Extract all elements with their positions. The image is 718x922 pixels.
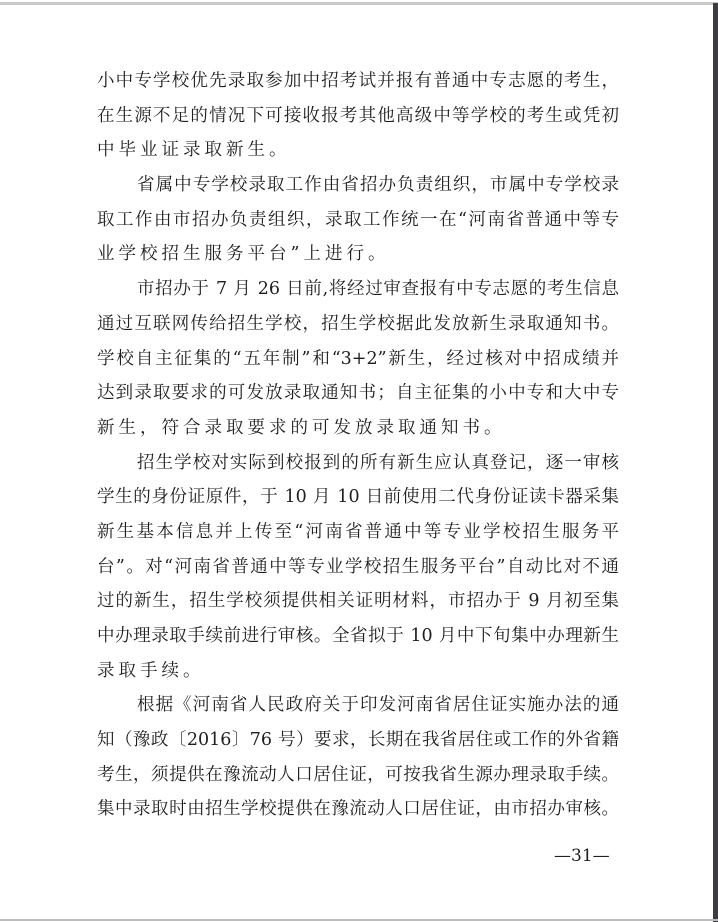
text-line: 台”。对“河南省普通中等专业学校招生服务平台”自动比对不通	[97, 556, 619, 577]
paragraph	[97, 64, 619, 168]
page-number: —31—	[554, 846, 610, 866]
text-line: 中毕业证录取新生。	[97, 140, 291, 161]
text-line: 集中录取时由招生学校提供在豫流动人口居住证，由市招办审核。	[97, 799, 619, 820]
vertical-scrollbar[interactable]	[713, 3, 718, 922]
text-line: 取工作由市招办负责组织，录取工作统一在“河南省普通中等专	[97, 209, 619, 230]
page-top-border	[0, 2, 718, 5]
text-line: 省属中专学校录取工作由省招办负责组织，市属中专学校录	[137, 175, 619, 196]
text-line: 学校自主征集的“五年制”和“3+2”新生，经过核对中招成绩并	[97, 348, 619, 369]
text-line: 通过互联网传给招生学校，招生学校据此发放新生录取通知书。	[97, 313, 619, 334]
document-body	[97, 64, 619, 827]
text-line: 学生的身份证原件，于 10 月 10 日前使用二代身份证读卡器采集	[97, 487, 619, 508]
paragraph	[97, 688, 619, 827]
text-line: 业学校招生服务平台”上进行。	[97, 244, 390, 265]
text-line: 过的新生，招生学校须提供相关证明材料，市招办于 9 月初至集	[97, 591, 619, 612]
text-line: 新生，符合录取要求的可发放录取通知书。	[97, 417, 506, 438]
text-line: 录取手续。	[97, 660, 205, 681]
text-line: 在生源不足的情况下可接收报考其他高级中等学校的考生或凭初	[97, 105, 619, 126]
paragraph	[97, 168, 619, 272]
paragraph	[97, 272, 619, 445]
text-line: 小中专学校优先录取参加中招考试并报有普通中专志愿的考生，	[97, 71, 619, 91]
text-line: 考生，须提供在豫流动人口居住证，可按我省生源办理录取手续。	[97, 764, 619, 785]
text-line: 市招办于 7 月 26 日前,将经过审查报有中专志愿的考生信息	[137, 279, 619, 300]
text-line: 招生学校对实际到校报到的所有新生应认真登记，逐一审核	[137, 452, 619, 473]
text-line: 根据《河南省人民政府关于印发河南省居住证实施办法的通	[137, 695, 619, 716]
text-line: 中办理录取手续前进行审核。全省拟于 10 月中下旬集中办理新生	[97, 626, 619, 646]
paragraph	[97, 446, 619, 689]
text-line: 达到录取要求的可发放录取通知书；自主征集的小中专和大中专	[97, 383, 619, 404]
text-line: 知（豫政〔2016〕76 号）要求，长期在我省居住或工作的外省籍	[97, 730, 619, 751]
text-line: 新生基本信息并上传至“河南省普通中等专业学校招生服务平	[97, 521, 619, 542]
page-bottom-border	[0, 919, 718, 921]
